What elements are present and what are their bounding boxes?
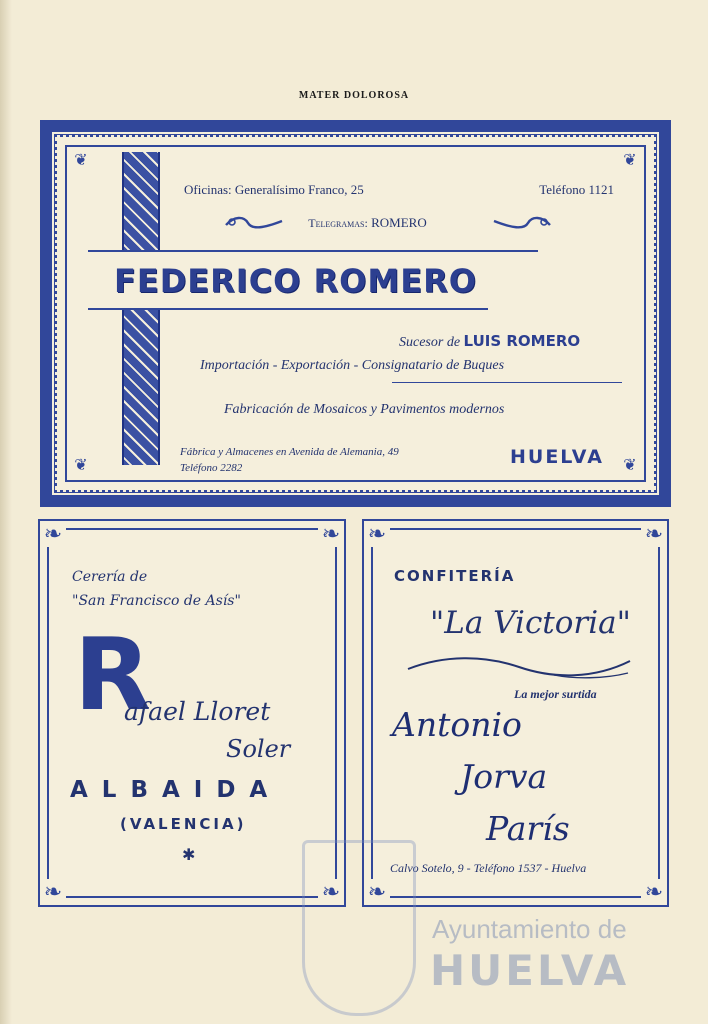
corner-scroll-icon: ❧: [641, 521, 667, 547]
corner-scroll-icon: ❧: [40, 879, 66, 905]
owner-name: afael Lloret: [124, 697, 271, 726]
owner-first-name: Antonio: [392, 705, 522, 744]
offices-text: Oficinas: Generalísimo Franco, 25: [184, 182, 364, 197]
flourish-ornament-icon: [404, 651, 634, 681]
watermark-line1: Ayuntamiento de: [432, 914, 627, 944]
telegrams-value: ROMERO: [371, 215, 427, 230]
corner-scroll-icon: ❧: [40, 521, 66, 547]
corner-scroll-icon: ❧: [364, 879, 390, 905]
shop-address: Calvo Sotelo, 9 - Teléfono 1537 - Huelva: [390, 861, 587, 875]
page-edge-shadow: [0, 0, 12, 1024]
corner-scroll-icon: ❧: [318, 879, 344, 905]
factory-line: Fábrica y Almacenes en Avenida de Alemania, 49: [180, 446, 399, 458]
corner-scroll-icon: ❧: [641, 879, 667, 905]
successor-name: LUIS ROMERO: [463, 332, 581, 350]
cereria-label: Cerería de: [72, 569, 148, 585]
firm-name: FEDERICO ROMERO: [114, 262, 477, 300]
corner-ornament-icon: ❦: [623, 152, 637, 169]
saint-name: "San Francisco de Asís": [72, 593, 241, 609]
rule-line: [392, 382, 622, 383]
factory-address: [180, 444, 399, 476]
office-phone: Teléfono 1121: [539, 182, 614, 197]
monogram-letter: R: [74, 616, 152, 733]
page-header-title: MATER DOLOROSA: [298, 90, 410, 101]
corner-ornament-icon: ❦: [74, 152, 88, 169]
owner-surname-2: París: [486, 809, 570, 848]
star-ornament-icon: ✱: [182, 847, 196, 864]
rule-line: [88, 308, 488, 310]
services-line: Importación - Exportación - Consignatario de Buques: [200, 358, 505, 373]
fabrication-line: Fabricación de Mosaicos y Pavimentos modernos: [224, 402, 505, 417]
city-name: HUELVA: [510, 446, 604, 468]
watermark-shield-icon: [302, 840, 416, 1016]
owner-surname: Soler: [226, 735, 291, 763]
province-name: (VALENCIA): [120, 815, 247, 833]
corner-ornament-icon: ❦: [74, 457, 88, 474]
rule-line: [88, 250, 538, 252]
watermark-line2: HUELVA: [430, 946, 630, 995]
corner-scroll-icon: ❧: [318, 521, 344, 547]
swirl-ornament-icon: [492, 216, 552, 230]
ornamental-pillar-bottom: [122, 310, 160, 465]
telegrams-label: Telegramas:: [308, 216, 368, 230]
owner-surname-1: Jorva: [460, 757, 548, 796]
shop-name: "La Victoria": [430, 605, 631, 641]
confiteria-title: CONFITERÍA: [394, 567, 516, 585]
corner-scroll-icon: ❧: [364, 521, 390, 547]
successor-label: Sucesor de: [399, 335, 461, 350]
ornamental-pillar-top: [122, 152, 160, 252]
ad-federico-romero: [40, 120, 671, 507]
ad-cereria: [38, 519, 346, 907]
telegrams-line: [52, 215, 683, 231]
corner-ornament-icon: ❦: [623, 457, 637, 474]
office-address-row: [184, 182, 614, 198]
successor-line: [399, 332, 580, 351]
tagline: La mejor surtida: [514, 687, 597, 701]
town-name: ALBAIDA: [70, 777, 282, 803]
factory-phone: Teléfono 2282: [180, 462, 243, 474]
